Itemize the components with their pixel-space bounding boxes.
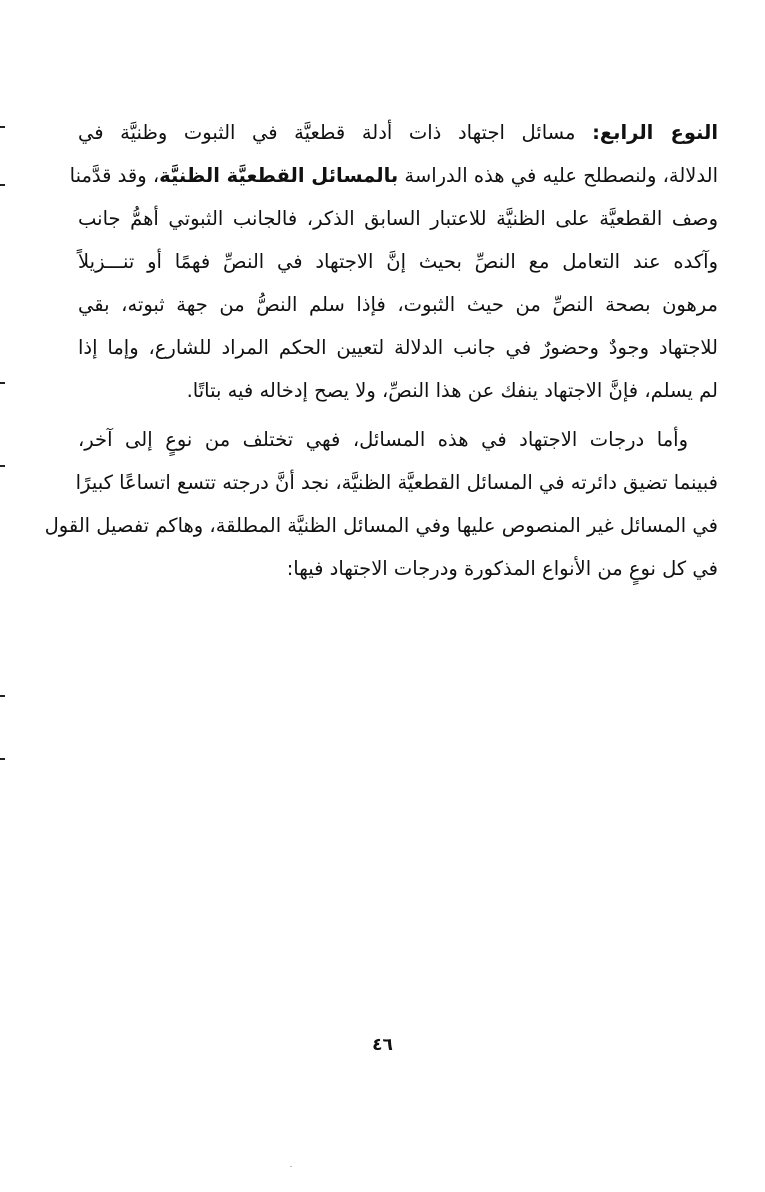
paragraph-2-line-1: وأما درجات الاجتهاد في هذه المسائل، فهي تختلف من نوعٍ إلى آخر، — [78, 428, 688, 451]
margin-mark — [0, 465, 5, 467]
paragraph-1-line-2 — [69, 161, 718, 191]
scan-speck — [290, 1166, 292, 1167]
margin-mark — [0, 695, 5, 697]
paragraph-1-line-1 — [78, 118, 718, 148]
margin-mark — [0, 184, 5, 186]
paragraph-1-line-5: مرهون بصحة النصِّ من حيث الثبوت، فإذا سلم النصُّ من جهة ثبوته، بقي — [78, 293, 718, 316]
paragraph-1-line-7: لم يسلم، فإنَّ الاجتهاد ينفك عن هذا النصِّ، ولا يصح إدخاله فيه بتاتًا. — [186, 379, 718, 402]
section-heading-inline: النوع الرابع: — [592, 121, 719, 144]
paragraph-2-line-4: في كل نوعٍ من الأنواع المذكورة ودرجات الاجتهاد فيها: — [286, 557, 718, 580]
paragraph-1-line-3: وصف القطعيَّة على الظنيَّة للاعتبار السابق الذكر، فالجانب الثبوتي أهمُّ جانب — [78, 207, 718, 230]
text-span: الدلالة، ولنصطلح عليه في هذه الدراسة — [398, 164, 718, 187]
paragraph-1-line-6: للاجتهاد وجودٌ وحضورٌ في جانب الدلالة لتعيين الحكم المراد للشارع، وإما إذا — [78, 336, 718, 359]
margin-mark — [0, 126, 5, 128]
text-span: مسائل اجتهاد ذات أدلة قطعيَّة في الثبوت وظنيَّة في — [78, 121, 593, 144]
bold-term: بالمسائل القطعيَّة الظنيَّة — [159, 164, 399, 187]
paragraph-2-line-2: فبينما تضيق دائرته في المسائل القطعيَّة الظنيَّة، نجد أنَّ درجته تتسع اتساعًا كبيرًا — [75, 471, 718, 494]
text-span: ، وقد قدَّمنا — [69, 164, 160, 187]
page-number: ٤٦ — [372, 1035, 393, 1055]
paragraph-1-line-4: وآكده عند التعامل مع النصِّ بحيث إنَّ الاجتهاد في النصِّ فهمًا أو تنـــزيلاً — [78, 250, 718, 273]
margin-mark — [0, 382, 5, 384]
paragraph-2-line-3: في المسائل غير المنصوص عليها وفي المسائل الظنيَّة المطلقة، وهاكم تفصيل القول — [44, 514, 718, 537]
margin-mark — [0, 758, 5, 760]
